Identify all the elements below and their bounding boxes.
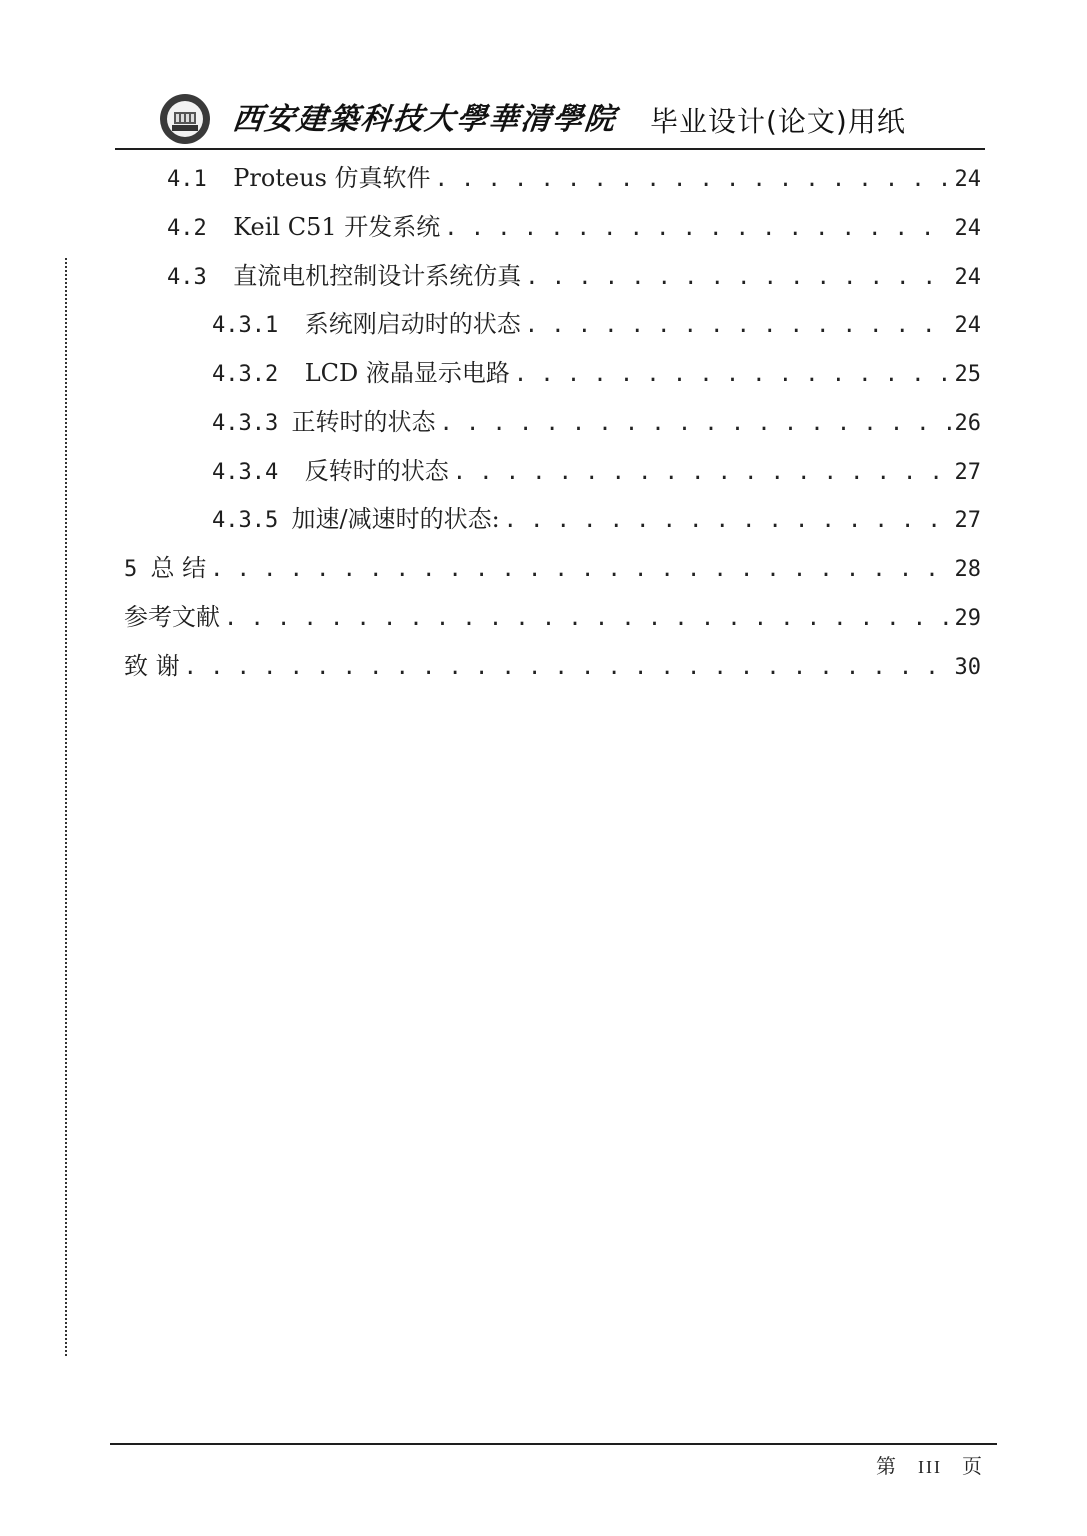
toc-number: 4.3.3: [212, 411, 292, 436]
toc-leader: [444, 209, 950, 249]
toc-page-number: 27: [954, 460, 981, 485]
toc-leader: [184, 648, 951, 688]
toc-entry[interactable]: [212, 499, 981, 539]
toc-page-number: 24: [954, 265, 981, 290]
toc-number: 4.2: [167, 216, 234, 241]
page-prefix: 第: [876, 1454, 899, 1478]
toc-page-number: 27: [954, 508, 981, 533]
toc-number: 4.3.5: [212, 508, 292, 533]
toc-leader: [435, 160, 951, 200]
toc-entry[interactable]: [167, 158, 981, 198]
university-seal-icon: [158, 92, 212, 146]
toc-title: 参考文献: [124, 603, 220, 631]
toc-entry[interactable]: [212, 402, 981, 442]
toc-page-number: 24: [954, 216, 981, 241]
toc-page-number: 26: [954, 411, 981, 436]
footer-rule: [110, 1443, 997, 1445]
school-name: 西安建築科技大學華清學院: [230, 102, 619, 137]
toc-page-number: 25: [954, 362, 981, 387]
toc-leader: [525, 306, 951, 346]
toc-leader: [224, 599, 951, 639]
toc-title: 系统刚启动时的状态: [304, 310, 521, 338]
paper-title: 毕业设计(论文)用纸: [650, 105, 906, 138]
toc-entry[interactable]: [212, 353, 981, 393]
toc-entry[interactable]: [212, 304, 981, 344]
toc-leader: [504, 501, 951, 541]
toc-leader: [525, 258, 950, 298]
toc-title: 直流电机控制设计系统仿真: [233, 262, 522, 290]
toc-title: LCD 液晶显示电路: [304, 359, 510, 387]
toc-leader: [210, 550, 950, 590]
toc-page-number: 30: [954, 655, 981, 680]
toc-page-number: 29: [954, 606, 981, 631]
toc-title: 总 结: [150, 554, 207, 582]
page-number-label: [876, 1450, 984, 1479]
toc-entry[interactable]: [124, 548, 981, 588]
toc-leader: [514, 355, 951, 395]
toc-title: 致 谢: [124, 652, 180, 680]
page-number: III: [918, 1457, 942, 1477]
toc-title: 反转时的状态: [304, 457, 449, 485]
toc-entry[interactable]: [212, 451, 981, 491]
toc-leader: [439, 404, 950, 444]
toc-number: 4.3: [167, 265, 234, 290]
toc-number: 5: [124, 557, 151, 582]
toc-title: Keil C51 开发系统: [233, 213, 441, 241]
toc-page-number: 24: [954, 167, 981, 192]
toc-title: Proteus 仿真软件: [233, 164, 431, 192]
page-header: [115, 92, 985, 150]
toc-page-number: 28: [954, 557, 981, 582]
toc-number: 4.3.4: [212, 460, 305, 485]
toc-entry[interactable]: [167, 207, 981, 247]
page-suffix: 页: [962, 1454, 984, 1478]
toc-number: 4.1: [167, 167, 234, 192]
toc-title: 正转时的状态: [291, 408, 436, 436]
toc-number: 4.3.1: [212, 313, 305, 338]
binding-line: [65, 258, 67, 1356]
toc-entry[interactable]: [124, 597, 981, 637]
toc-number: 4.3.2: [212, 362, 305, 387]
toc-title: 加速/减速时的状态:: [291, 505, 500, 533]
toc-page-number: 24: [954, 313, 981, 338]
toc-entry[interactable]: [167, 256, 981, 296]
toc-entry[interactable]: [124, 646, 981, 686]
toc-leader: [453, 453, 951, 493]
